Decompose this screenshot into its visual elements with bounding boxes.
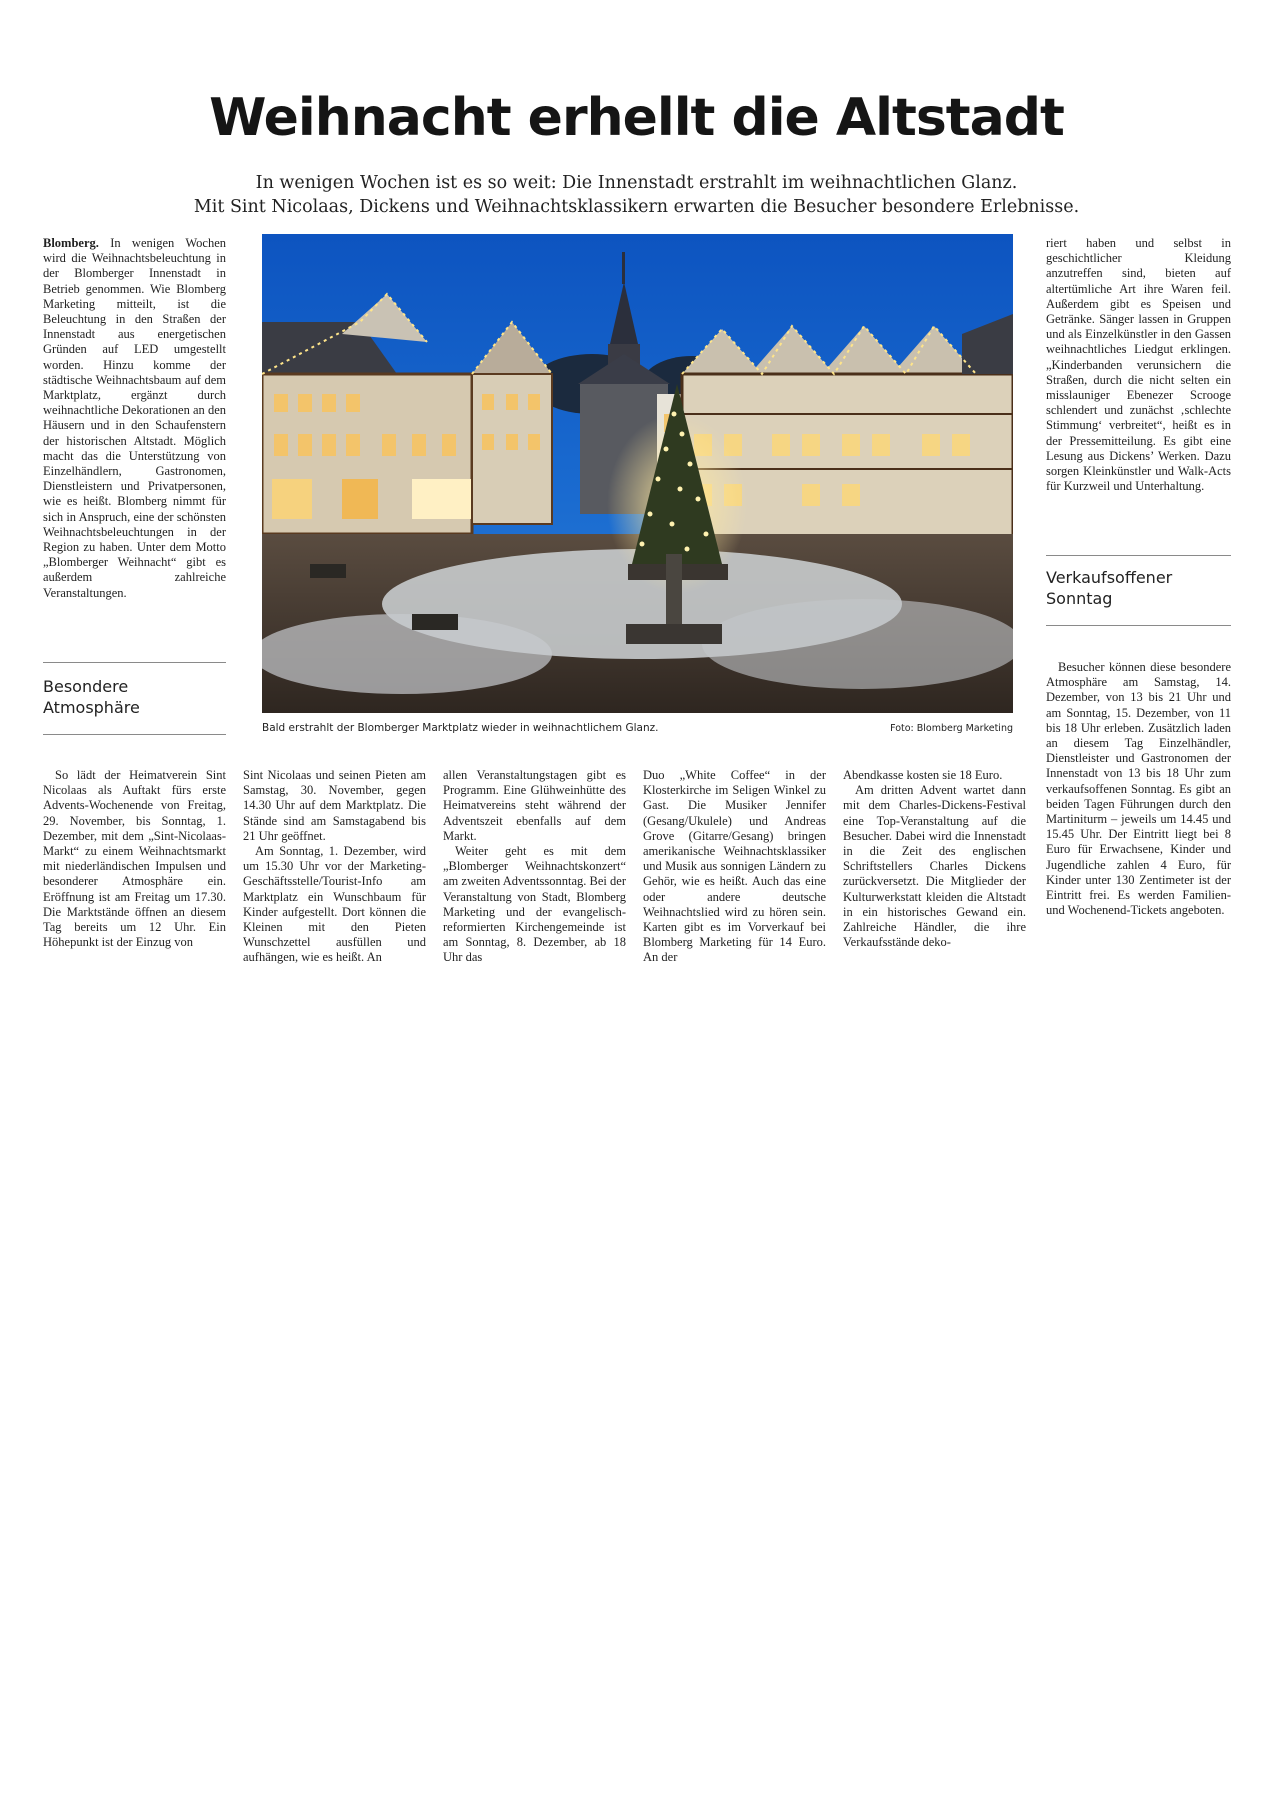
col2-text-a: Sint Nicolaas und seinen Pieten am Samstag, 30. November, gegen 14.30 Uhr auf dem Marktplatz. Die Stände sind am Samstagabend bis 21 Uhr geöffnet. <box>243 768 426 843</box>
body-column-5 <box>843 768 1026 950</box>
right-top-text: riert haben und selbst in geschichtlicher Kleidung anzutreffen sind, bieten auf altertümliche Art ihre Waren feil. Außerdem gibt es Speisen und Getränke. Sänger lassen in Gruppen und als Einzelkünstler in den Gassen weihnachtliches Liedgut erklingen. „Kinderbanden verunsichern die Straßen, durch die nicht selten ein misslauniger Ebenezer Scrooge schlendert und zunächst ‚schlechte Stimmung‘ verbreitet“, heißt es in der Pressemitteilung. Es gibt eine Lesung aus Dickens’ Werken. Dazu sorgen Kleinkünstler und Walk-Acts für Kurzweil und Unterhaltung. <box>1046 236 1231 494</box>
col2-text-b: Am Sonntag, 1. Dezember, wird um 15.30 Uhr vor der Marketing-Geschäftsstelle/Tourist-Info am Marktplatz ein Wunschbaum für Kinder aufgestellt. Dort können die Kleinen mit den Pieten Wunschzettel ausfüllen und aufhängen, wie es heißt. An <box>243 844 426 965</box>
col1-text: So lädt der Heimatverein Sint Nicolaas als Auftakt fürs erste Advents-Wochenende von Freitag, 29. November, bis Sonntag, 1. Dezember, mit dem „Sint-Nicolaas-Markt“ zu einem Weihnachtsmarkt mit niederländischen Impulsen und besonderer Atmosphäre ein. Eröffnung ist am Freitag um 17.30. Die Marktstände öffnen an diesem Tag bereits um 12 Uhr. Ein Höhepunkt ist der Einzug von <box>43 768 226 950</box>
lead-text: In wenigen Wochen wird die Weihnachtsbeleuchtung in der Blomberger Innenstadt in Betrieb genommen. Wie Blomberg Marketing mitteilt, ist die Beleuchtung in den Straßen der Innenstadt aus energetischen Gründen auf LED umgestellt worden. Hinzu komme der städtische Weihnachtsbaum auf dem Marktplatz, ergänzt durch weihnachtliche Dekorationen an den Häusern und in den Schaufenstern der historischen Altstadt. Möglich macht das die Unterstützung von Einzelhändlern, Gastronomen, Dienstleistern und Privatpersonen, wie es heißt. Blomberg nimmt für sich in Anspruch, eine der schönsten Weihnachtsbeleuchtungen in der Region zu haben. Unter dem Motto „Blomberger Weihnacht“ gibt es außerdem zahlreiche Veranstaltungen. <box>43 236 226 600</box>
right-bottom-text: Besucher können diese besondere Atmosphäre am Samstag, 14. Dezember, von 13 bis 21 Uhr und am Sonntag, 15. Dezember, von 11 bis 18 Uhr erleben. Zusätzlich laden an diesem Tag Einzelhändler, Dienstleister und Gastronomen der Innenstadt von 13 bis 18 Uhr zum verkaufsoffenen Sonntag. Es gibt an beiden Tagen Führungen durch den Martiniturm – jeweils um 14.45 und 15.45 Uhr. Der Eintritt liegt bei 8 Euro für Erwachsene, Kinder und Jugendliche zahlen 4 Euro, für Kinder unter 130 Zentimeter ist der Eintritt frei. Es werden Familien- und Wochenend-Tickets angeboten. <box>1046 660 1231 918</box>
market-square-photo <box>262 234 1013 713</box>
subhead-line-2: Mit Sint Nicolaas, Dickens und Weihnachtsklassikern erwarten die Besucher besondere Erlebnisse. <box>193 197 1080 217</box>
col4-text: Duo „White Coffee“ in der Klosterkirche im Seligen Winkel zu Gast. Die Musiker Jennifer (Gesang/Ukulele) und Andreas Grove (Gitarre/Gesang) bringen amerikanische Weihnachtsklassiker und Musik aus sonnigen Ländern zu Gehör, wie es heißt. Auch das eine oder andere deutsche Weihnachtslied wird zu hören sein. Karten gibt es im Vorverkauf bei Blomberg Marketing für 14 Euro. An der <box>643 768 826 965</box>
subheading-besondere-atmosphaere: Besondere Atmosphäre <box>43 677 140 717</box>
lead-column <box>43 236 226 601</box>
body-column-2 <box>243 768 426 966</box>
col3-text-b: Weiter geht es mit dem „Blomberger Weihnachtskonzert“ am zweiten Adventssonntag. Bei der Veranstaltung von Stadt, Blomberg Marketing und der evangelisch-reformierten Kirchengemeinde ist am Sonntag, 8. Dezember, ab 18 Uhr das <box>443 844 626 965</box>
lead-paragraph <box>43 236 226 601</box>
col5-text-b: Am dritten Advent wartet dann mit dem Charles-Dickens-Festival eine Top-Veranstaltung auf die Besucher. Dabei wird die Innenstadt in die Zeit des englischen Schriftstellers Charles Dickens zurückversetzt. Die Mitglieder der Kulturwerkstatt kleiden die Altstadt in ein historisches Gewand ein. Zahlreiche Händler, die ihre Verkaufsstände deko- <box>843 783 1026 950</box>
dateline: Blomberg. <box>43 236 99 250</box>
right-column-top <box>1046 236 1231 494</box>
divider-bottom <box>43 734 226 735</box>
right-column-bottom <box>1046 660 1231 918</box>
col3-text-a: allen Veranstaltungstagen gibt es Programm. Eine Glühweinhütte des Heimatvereins steht während der Adventszeit ebenfalls auf dem Markt. <box>443 768 626 843</box>
caption-text: Bald erstrahlt der Blomberger Marktplatz wieder in weihnachtlichem Glanz. <box>262 722 659 734</box>
photo-credit: Foto: Blomberg Marketing <box>890 723 1013 734</box>
col5-text-a: Abendkasse kosten sie 18 Euro. <box>843 768 1003 782</box>
headline: Weihnacht erhellt die Altstadt <box>209 88 1064 148</box>
body-column-3 <box>443 768 626 966</box>
divider-right-bottom <box>1046 625 1231 626</box>
photo-caption <box>262 722 1013 734</box>
divider-right-top <box>1046 555 1231 556</box>
divider-top <box>43 662 226 663</box>
subheadline <box>150 171 1123 219</box>
body-column-4 <box>643 768 826 966</box>
subhead-line-1: In wenigen Wochen ist es so weit: Die Innenstadt erstrahlt im weihnachtlichen Glanz. <box>255 173 1018 193</box>
subheading-verkaufsoffener-sonntag: Verkaufsoffener Sonntag <box>1046 568 1173 608</box>
body-column-1 <box>43 768 226 950</box>
